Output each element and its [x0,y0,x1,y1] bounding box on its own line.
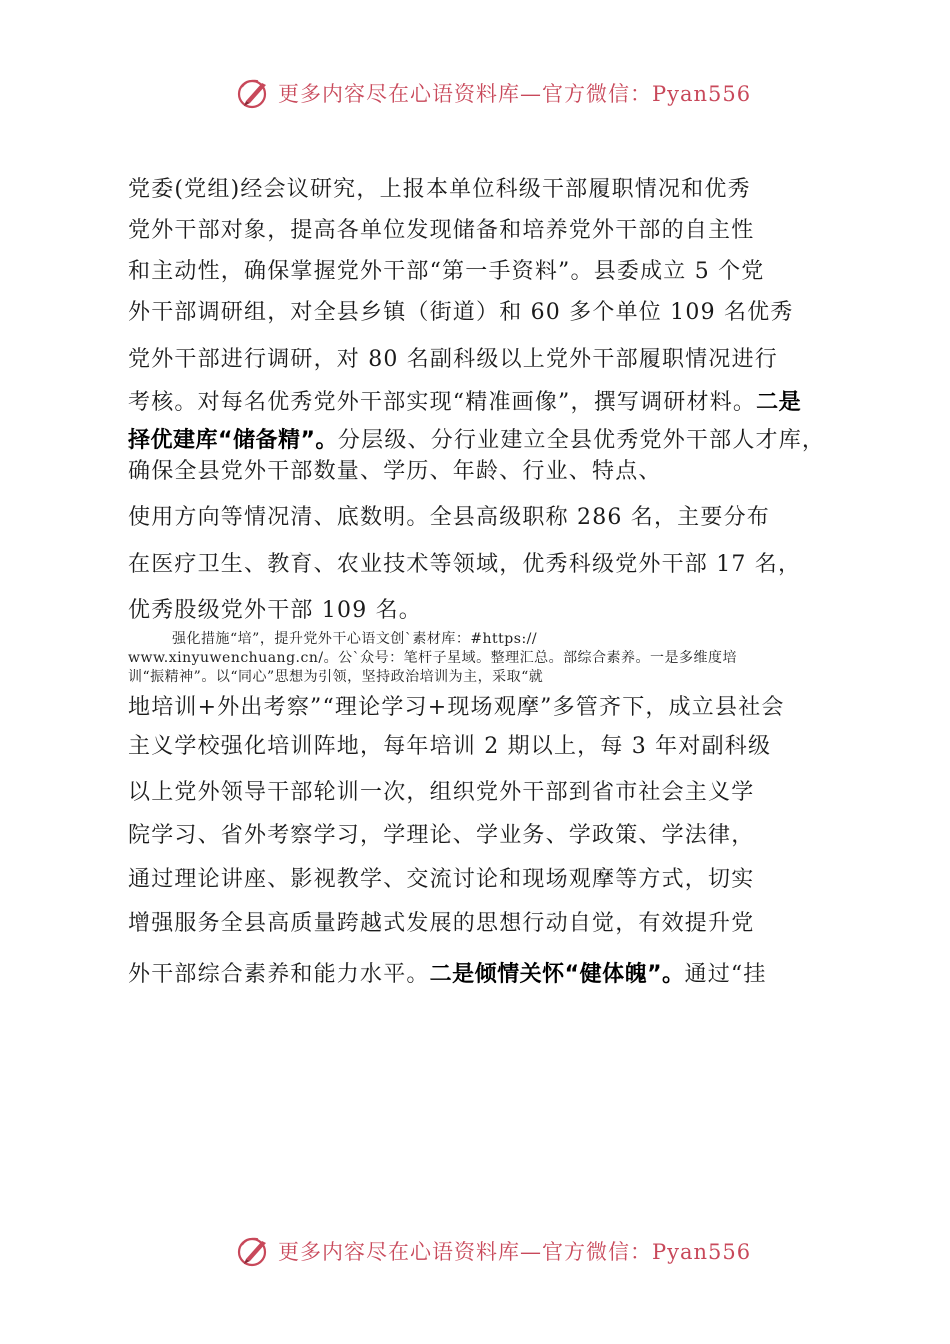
header-banner [236,73,756,113]
text-line [128,957,767,988]
small-text-line: 训“振精神”。以“同心”思想为引领，坚持政治培训为主，采取“就 [128,669,544,685]
bold-heading: 二是倾情关怀“健体魄”。 [429,962,685,987]
text-line: 院学习、省外考察学习，学理论、学业务、学政策、学法律， [128,823,755,848]
text-line: 增强服务全县高质量跨越式发展的思想行动自觉，有效提升党 [128,911,755,936]
small-text-line: www.xinyuwenchuang.cn/。公`众号：笔杆子星域。整理汇总。部综合素养。一是多维度培 [128,650,738,666]
text-segment: 考核。对每名优秀党外干部实现“精准画像”，撰写调研材料。 [128,390,757,415]
text-line: 地培训+外出考察”“理论学习+现场观摩”多管齐下，成立县社会 [128,695,785,720]
text-segment: 外干部综合素养和能力水平。 [128,962,430,987]
text-line [128,423,825,454]
text-line [128,385,801,416]
header-banner-text: 更多内容尽在心语资料库—官方微信：Pyan556 [278,82,752,106]
text-line: 主义学校强化培训阵地，每年培训 2 期以上，每 3 年对副科级 [128,734,772,759]
text-line: 党外干部对象，提高各单位发现储备和培养党外干部的自主性 [128,218,755,243]
text-segment: 分层级、分行业建立全县优秀党外干部人才库， [337,428,826,453]
text-line: 党委(党组)经会议研究，上报本单位科级干部履职情况和优秀 [128,177,751,202]
text-line: 和主动性，确保掌握党外干部“第一手资料”。县委成立 5 个党 [128,259,765,284]
text-line: 使用方向等情况清、底数明。全县高级职称 286 名，主要分布 [128,505,770,530]
text-line: 党外干部进行调研，对 80 名副科级以上党外干部履职情况进行 [128,347,778,372]
bold-heading: 二是 [756,390,802,415]
text-line: 在医疗卫生、教育、农业技术等领域，优秀科级党外干部 17 名， [128,552,802,577]
text-line: 优秀股级党外干部 109 名。 [128,598,422,623]
pen-logo-icon [236,75,272,111]
bold-heading: 择优建库“储备精”。 [128,428,338,453]
text-line: 以上党外领导干部轮训一次，组织党外干部到省市社会主义学 [128,780,755,805]
text-line: 外干部调研组，对全县乡镇（街道）和 60 多个单位 109 名优秀 [128,300,794,325]
footer-banner [236,1231,756,1271]
footer-banner-text: 更多内容尽在心语资料库—官方微信：Pyan556 [278,1240,752,1264]
pen-logo-icon [236,1233,272,1269]
text-line: 确保全县党外干部数量、学历、年龄、行业、特点、 [128,459,662,484]
small-text-line: 强化措施“培”，提升党外干心语文创`素材库：#https:// [172,631,538,647]
text-line: 通过理论讲座、影视教学、交流讨论和现场观摩等方式，切实 [128,867,755,892]
text-segment: 通过“挂 [684,962,767,987]
